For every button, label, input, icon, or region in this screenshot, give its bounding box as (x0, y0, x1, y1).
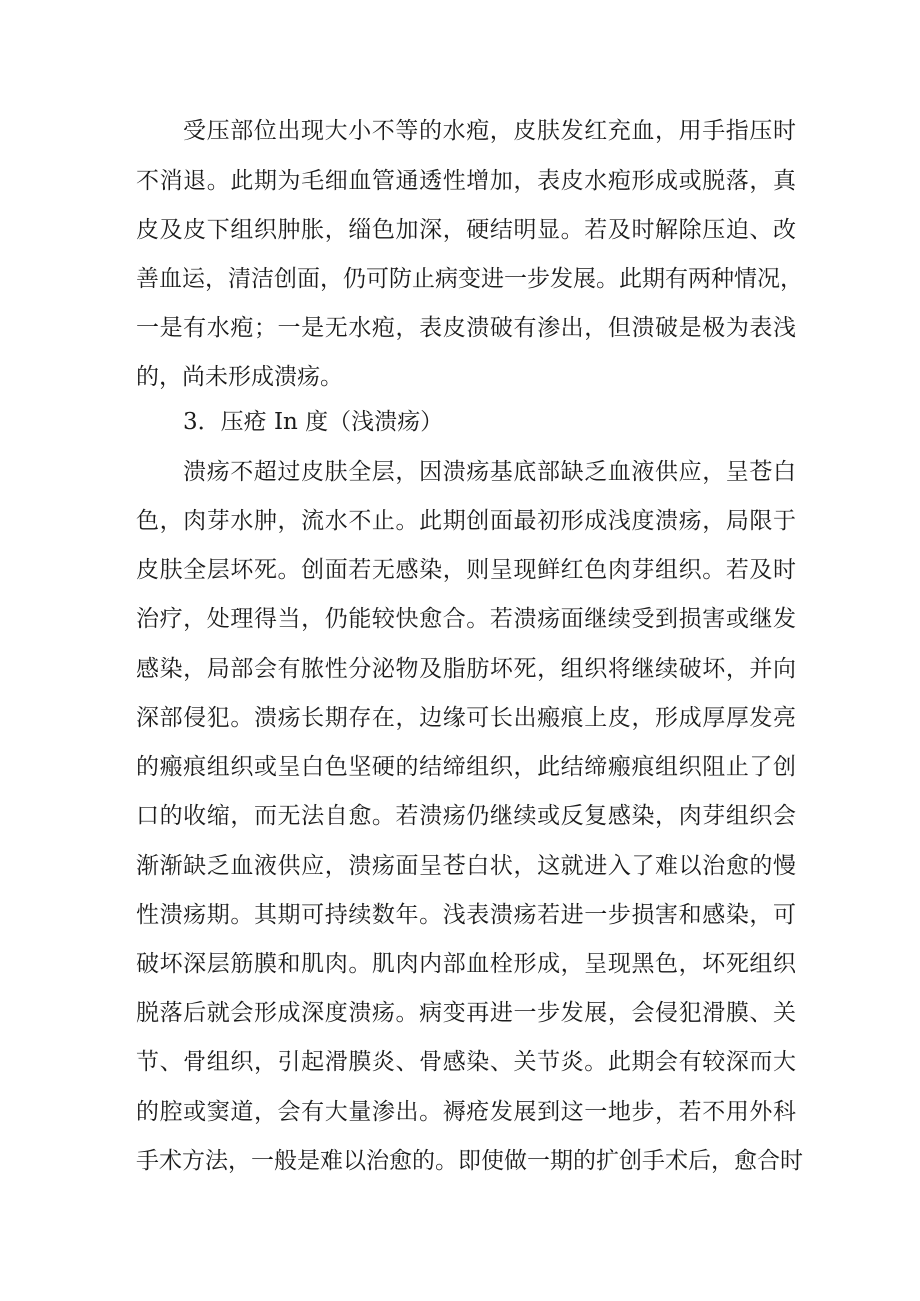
text-line: 脱落后就会形成深度溃疡。病变再进一步发展，会侵犯滑膜、关 (136, 1000, 796, 1026)
text-line: 渐渐缺乏血液供应，溃疡面呈苍白状，这就进入了难以治愈的慢 (136, 853, 796, 879)
text-line: 受压部位出现大小不等的水疱，皮肤发红充血，用手指压时 (183, 118, 796, 144)
text-line: 的腔或窦道，会有大量渗出。褥疮发展到这一地步，若不用外科 (136, 1099, 796, 1125)
text-line: 手术方法，一般是难以治愈的。即使做一期的扩创手术后，愈合时 (136, 1148, 803, 1174)
text-line: 深部侵犯。溃疡长期存在，边缘可长出瘢痕上皮，形成厚厚发亮 (136, 705, 796, 731)
text-line: 治疗，处理得当，仍能较快愈合。若溃疡面继续受到损害或继发 (136, 606, 796, 632)
text-line: 皮肤全层坏死。创面若无感染，则呈现鲜红色肉芽组织。若及时 (136, 557, 796, 583)
text-line: 节、骨组织，引起滑膜炎、骨感染、关节炎。此期会有较深而大 (136, 1049, 796, 1075)
text-line: 口的收缩，而无法自愈。若溃疡仍继续或反复感染，肉芽组织会 (136, 803, 796, 829)
text-line: 不消退。此期为毛细血管通透性增加，表皮水疱形成或脱落，真 (136, 168, 796, 194)
section-heading: 3．压疮 In 度（浅溃疡） (183, 409, 444, 435)
text-line: 一是有水疱；一是无水疱，表皮溃破有渗出，但溃破是极为表浅 (136, 315, 796, 341)
text-line: 破坏深层筋膜和肌肉。肌肉内部血栓形成，呈现黑色，坏死组织 (136, 951, 796, 977)
text-line: 色，肉芽水肿，流水不止。此期创面最初形成浅度溃疡，局限于 (136, 508, 796, 534)
text-line: 的，尚未形成溃疡。 (136, 364, 343, 390)
text-line: 的瘢痕组织或呈白色坚硬的结缔组织，此结缔瘢痕组织阻止了创 (136, 754, 796, 780)
text-line: 皮及皮下组织肿胀，缁色加深，硬结明显。若及时解除压迫、改 (136, 217, 796, 243)
text-line: 性溃疡期。其期可持续数年。浅表溃疡若进一步损害和感染，可 (136, 902, 796, 928)
text-line: 感染，局部会有脓性分泌物及脂肪坏死，组织将继续破坏，并向 (136, 656, 796, 682)
text-line: 善血运，清洁创面，仍可防止病变进一步发展。此期有两种情况， (136, 266, 803, 292)
text-line: 溃疡不超过皮肤全层，因溃疡基底部缺乏血液供应，呈苍白 (183, 459, 796, 485)
